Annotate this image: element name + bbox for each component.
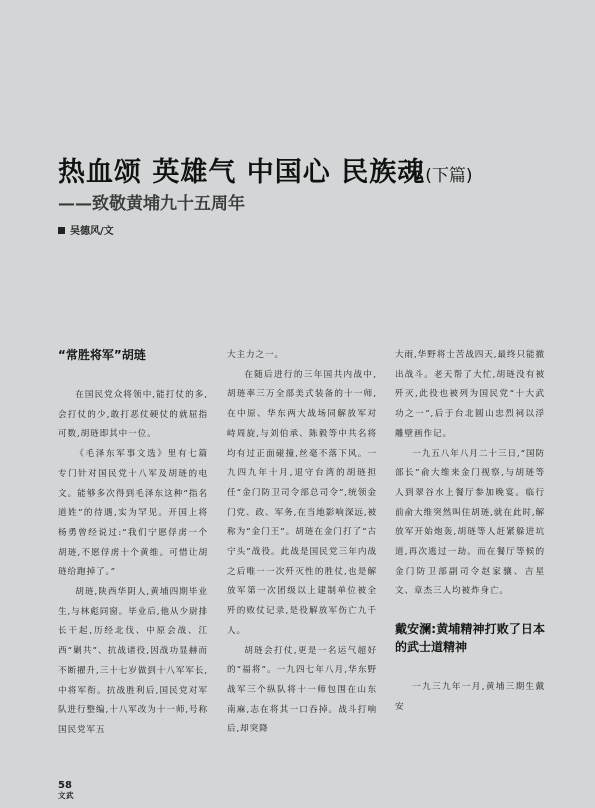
article-title-suffix: (下篇) — [425, 166, 473, 186]
paragraph: 在国民党众将领中,能打仗的多,会打仗的少,敢打恶仗硬仗的就屈指可数,胡琏即其中一位。 — [58, 390, 208, 440]
page-folio — [58, 780, 74, 800]
magazine-logo: 文武 — [58, 791, 74, 800]
text-column-2 — [227, 346, 377, 740]
author-byline — [58, 222, 114, 237]
article-subtitle: ——致敬黄埔九十五周年 — [58, 194, 245, 214]
article-title-main: 热血颂 英雄气 中国心 民族魂 — [58, 157, 426, 188]
section-heading-hu-lian: “常胜将军”胡琏 — [58, 348, 146, 362]
text-column-1 — [58, 346, 208, 741]
paragraph: 在随后进行的三年国共内战中,胡琏率三万全部美式装备的十一师,在中原、华东两大战场同解放军对峙周旋,与刘伯承、陈毅等中共名将均有过正面碰撞,丝毫不落下风。一九四九年十月,退守台湾的胡琏担任“金门防卫司令部总司令”,统领金门党、政、军务,在当地影响深远,被称为“金门王”。胡琏在金门打了“古宁头”战役。此战是国民党三年内战之后唯一一次歼灭性的胜仗,也是解放军第一次团级以上建制单位被全歼的败仗记录,是役解放军伤亡九千人。 — [227, 369, 377, 636]
text-column-3 — [395, 346, 545, 718]
paragraph: 胡琏会打仗,更是一名运气超好的“福将”。一九四七年八月,华东野战军三个纵队将十一师包围在山东南麻,志在将其一口吞掉。战斗打响后,却突降 — [227, 645, 377, 735]
article-title — [58, 150, 472, 189]
author-name: 吴德风/文 — [70, 226, 114, 237]
paragraph: 一九三九年一月,黄埔三期生戴安 — [395, 682, 545, 712]
section-heading-dai-anlan: 戴安澜:黄埔精神打败了日本的武士道精神 — [395, 622, 545, 655]
square-bullet-icon — [58, 227, 65, 234]
paragraph: 大主力之一。 — [227, 350, 284, 360]
paragraph: 一九五八年八月二十三日,“国防部长”俞大维来金门视察,与胡琏等人到翠谷水上餐厅参加晚宴。临行前俞大维突然叫住胡琏,就在此时,解放军开始炮轰,胡琏等人赶紧躲进坑道,再次逃过一劫。而在餐厅等候的金门防卫部副司令赵家骧、吉星文、章杰三人均被炸身亡。 — [395, 448, 545, 597]
paragraph: 大雨,华野将士苦战四天,最终只能撤出战斗。老天帮了大忙,胡琏没有被歼灭,此役也被列为国民党“十大武功之一”,后于台北圆山忠烈祠以浮雕壁画作记。 — [395, 350, 545, 439]
paragraph: 胡琏,陕西华阴人,黄埔四期毕业生,与林彪同窗。毕业后,他从少尉排长干起,历经北伐、中原会战、江西“剿共”、抗战诸役,因战功显赫而不断擢升,三十七岁做到十八军军长,中将军衔。抗战胜利后,国民党对军队进行整编,十八军改为十一师,号称国民党军五 — [58, 587, 208, 735]
page-number: 58 — [58, 780, 72, 791]
paragraph: 《毛泽东军事文选》里有七篇专门针对国民党十八军及胡琏的电文。能够多次得到毛泽东这种“指名道姓”的待遇,实为罕见。开国上将杨勇曾经说过:“我们宁愿俘虏一个胡琏,不愿俘虏十个黄维。可惜让胡琏给跑掉了。” — [58, 449, 208, 578]
